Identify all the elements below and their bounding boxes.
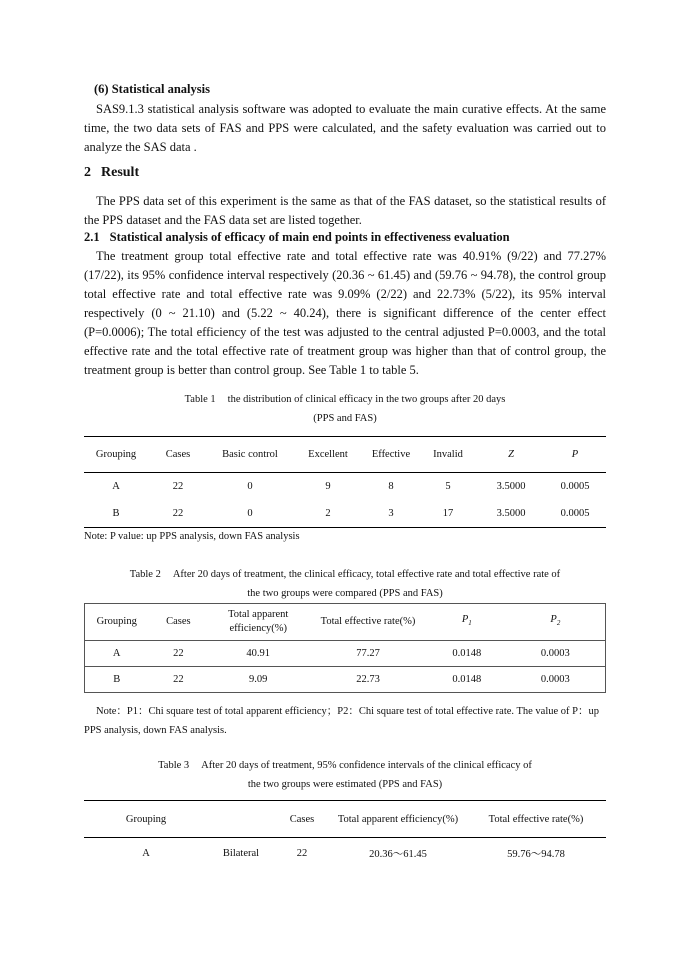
table3-caption-line1: After 20 days of treatment, 95% confidence intervals of the clinical efficacy of: [201, 760, 532, 771]
table2-caption-line1: After 20 days of treatment, the clinical efficacy, total effective rate and total effective rate of: [172, 569, 561, 580]
table1-header-cell: Grouping: [84, 437, 148, 473]
section-title: Result: [101, 165, 140, 180]
table-cell: 40.91: [208, 641, 308, 667]
table-cell: 3: [388, 508, 394, 519]
table2-header-cell-p2: $P_2$: [506, 604, 606, 641]
table-row: [84, 500, 606, 528]
table2: [84, 603, 606, 693]
table-cell: 0.0003: [506, 641, 606, 667]
table-cell: 22: [148, 667, 208, 693]
table3-caption-line2: the two groups were estimated (PPS and FAS): [247, 779, 443, 790]
table1-header-cell: Effective: [364, 437, 418, 473]
table-cell: A: [85, 641, 149, 667]
table1-header-cell: Excellent: [292, 437, 364, 473]
table1-header-cell: Z: [478, 437, 544, 473]
table1-caption: [84, 390, 606, 428]
table-cell: 22: [172, 481, 184, 492]
table3-caption: [84, 756, 606, 794]
table-cell: 20.36～61.45: [369, 848, 427, 860]
table-cell: 3.5000: [496, 481, 526, 492]
table2-header-cell: Cases: [148, 604, 208, 641]
table-cell: 0.0005: [560, 508, 590, 519]
table3-header-cell: Grouping: [84, 801, 208, 838]
paragraph-efficacy-analysis: The treatment group total effective rate and total effective rate was 40.91% (9/22) and 77.27% (17/22), its 95% confidence interval respectively (20.36 ~ 61.45) and (59.76 ~ 94.78), the control group total effective rate and total effective rate was 9.09% (2/22) and 22.73% (5/22), its 95% interval respectively (0 ~ 21.10) and (5.22 ~ 40.24), there is significant difference of the center effect (P=0.0006); The total efficiency of the test was adjusted to the central adjusted P=0.0003, and the total effective rate and the total effective rate of treatment group was higher than that of control group, the treatment group is better than control group. See Table 1 to table 5.: [84, 249, 606, 377]
table1: [84, 436, 606, 528]
table-cell: A: [142, 847, 150, 859]
subsection-heading-2-1: [84, 230, 510, 245]
table2-note: Note：P1：Chi square test of total apparent efficiency；P2：Chi square test of total effective rate. The value of P：up PPS analysis, down FAS analysis.: [84, 706, 599, 736]
table-cell: 17: [442, 508, 454, 519]
table1-header-cell: Invalid: [418, 437, 478, 473]
subsection-heading-statistical-analysis: (6) Statistical analysis: [94, 82, 210, 96]
table1-header-row: [84, 437, 606, 473]
table2-caption: [84, 565, 606, 603]
table-cell: 0: [247, 481, 253, 492]
subsection-number: 2.1: [84, 230, 100, 244]
table3-header-cell: Total effective rate(%): [466, 801, 606, 838]
table3-header-cell: Total apparent efficiency(%): [330, 801, 466, 838]
section-heading-result: [84, 165, 139, 181]
section-number: 2: [84, 165, 91, 180]
table-cell: 22: [148, 641, 208, 667]
table3-header-cell: [208, 801, 274, 838]
table1-header-cell: Basic control: [208, 437, 292, 473]
table-cell: B: [112, 508, 120, 519]
table-cell: 8: [388, 481, 394, 492]
table-cell: 0.0003: [506, 667, 606, 693]
table-row: [84, 838, 606, 869]
table2-header-row: [85, 604, 606, 641]
table-cell: 9.09: [208, 667, 308, 693]
table1-caption-line1: the distribution of clinical efficacy in the two groups after 20 days: [227, 394, 506, 405]
table1-header-cell: P: [544, 437, 606, 473]
table-cell: 0: [247, 508, 253, 519]
table-row: [85, 667, 606, 693]
table3: [84, 800, 606, 868]
table2-header-cell-p1: $P_1$: [428, 604, 506, 641]
table-cell: 9: [325, 481, 331, 492]
table-row: [85, 641, 606, 667]
table3-header-row: [84, 801, 606, 838]
table-cell: B: [85, 667, 149, 693]
table-cell: 77.27: [308, 641, 428, 667]
table-cell: 22.73: [308, 667, 428, 693]
table-cell: 0.0005: [560, 481, 590, 492]
table3-label: Table 3: [158, 760, 190, 771]
table1-label: Table 1: [184, 394, 216, 405]
table-row: [84, 473, 606, 501]
table-cell: 2: [325, 508, 331, 519]
table-cell: 5: [445, 481, 451, 492]
table-cell: Bilateral: [222, 847, 260, 859]
table-cell: 59.76～94.78: [507, 848, 565, 860]
table1-header-cell: Cases: [148, 437, 208, 473]
table2-header-cell: Total effective rate(%): [308, 604, 428, 641]
table-cell: 0.0148: [428, 641, 506, 667]
table-cell: A: [112, 481, 120, 492]
table3-header-cell: Cases: [274, 801, 330, 838]
table1-note: Note: P value: up PPS analysis, down FAS analysis: [84, 531, 300, 542]
paragraph-result-intro: The PPS data set of this experiment is the same as that of the FAS dataset, so the statistical results of the PPS dataset and the FAS data set are listed together.: [84, 194, 606, 227]
table1-caption-line2: (PPS and FAS): [313, 413, 377, 424]
table2-caption-line2: the two groups were compared (PPS and FAS): [247, 588, 443, 599]
table2-header-cell: Grouping: [85, 604, 149, 641]
table2-label: Table 2: [129, 569, 161, 580]
paragraph-statistical-analysis: SAS9.1.3 statistical analysis software was adopted to evaluate the main curative effects. At the same time, the two data sets of FAS and PPS were calculated, and the safety evaluation was carried out to analyze the SAS data .: [84, 102, 606, 154]
table-cell: 22: [172, 508, 184, 519]
table2-header-cell: Total apparent efficiency(%): [208, 604, 308, 641]
table-cell: 3.5000: [496, 508, 526, 519]
subsection-title: Statistical analysis of efficacy of main end points in effectiveness evaluation: [109, 230, 510, 244]
table-cell: 0.0148: [428, 667, 506, 693]
table-cell: 22: [296, 847, 308, 859]
